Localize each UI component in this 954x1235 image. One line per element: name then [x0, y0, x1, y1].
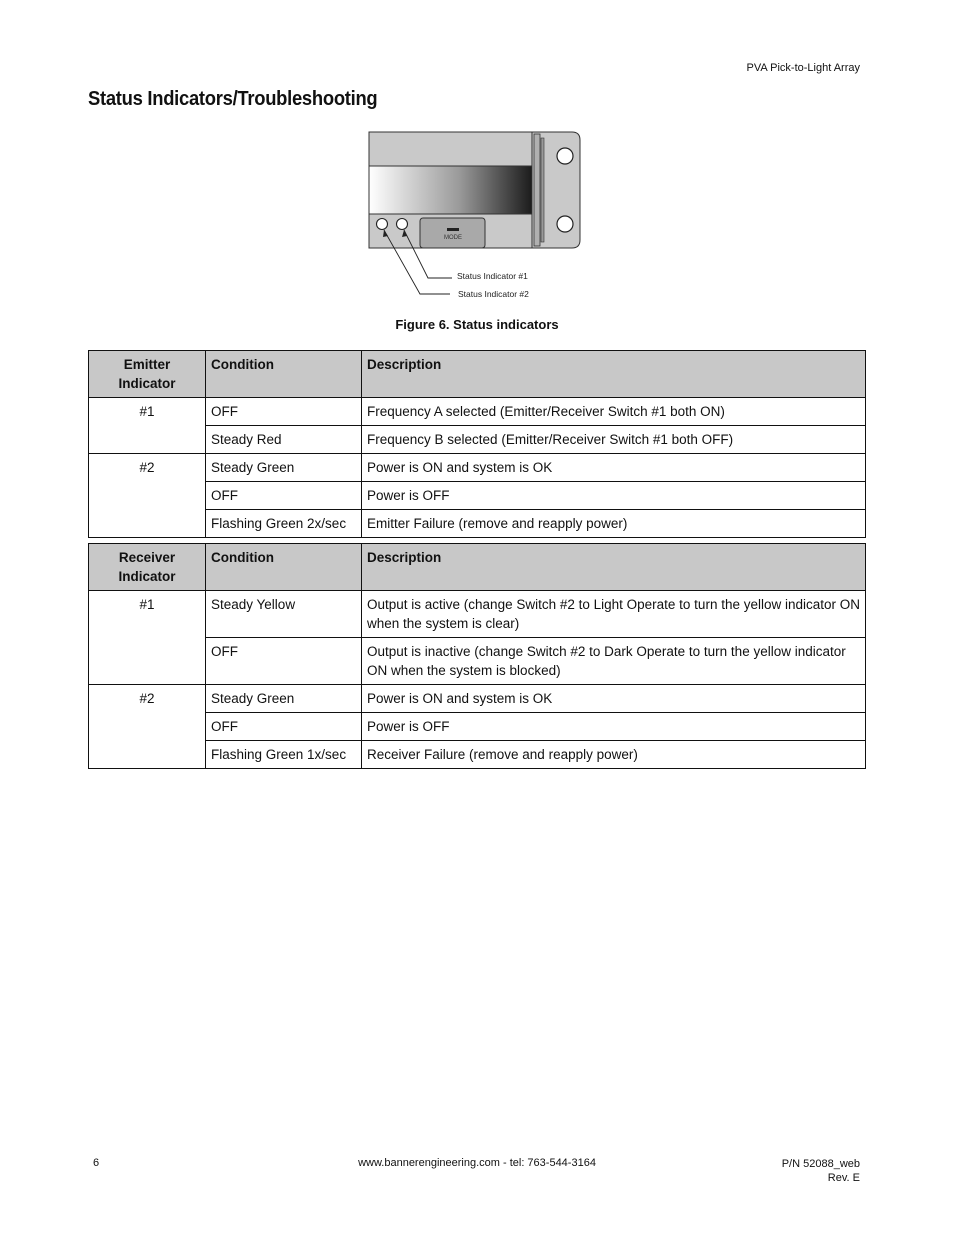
- indicator-cell: #2: [89, 685, 206, 769]
- figure-caption: Figure 6. Status indicators: [395, 317, 559, 332]
- table-row: [89, 685, 866, 713]
- mounting-hole-icon: [557, 148, 573, 164]
- column-header-indicator: Emitter Indicator: [89, 351, 206, 398]
- column-header-description: Description: [362, 544, 866, 591]
- description-cell: Power is OFF: [362, 713, 866, 741]
- condition-cell: OFF: [206, 638, 362, 685]
- revision: Rev. E: [827, 1172, 860, 1184]
- page-number: 6: [93, 1157, 100, 1169]
- indicator-cell: #1: [89, 591, 206, 685]
- footer-contact: www.bannerengineering.com - tel: 763-544-3164: [358, 1157, 596, 1169]
- table-row: [89, 510, 866, 538]
- condition-cell: Flashing Green 1x/sec: [206, 741, 362, 769]
- table-row: [89, 426, 866, 454]
- description-cell: Frequency B selected (Emitter/Receiver Switch #1 both OFF): [362, 426, 866, 454]
- table-header-row: [89, 351, 866, 398]
- description-cell: Output is active (change Switch #2 to Light Operate to turn the yellow indicator ON when the system is clear): [362, 591, 866, 638]
- table-header-row: [89, 544, 866, 591]
- status-indicator-figure: [360, 128, 600, 308]
- table-row: [89, 482, 866, 510]
- column-header-condition: Condition: [206, 351, 362, 398]
- table-row: [89, 638, 866, 685]
- table-row: [89, 713, 866, 741]
- description-cell: Power is ON and system is OK: [362, 685, 866, 713]
- description-cell: Output is inactive (change Switch #2 to Dark Operate to turn the yellow indicator ON when the system is blocked): [362, 638, 866, 685]
- lens-window: [369, 166, 533, 214]
- condition-cell: OFF: [206, 482, 362, 510]
- mounting-hole-icon: [557, 216, 573, 232]
- indicator-cell: #1: [89, 398, 206, 454]
- mode-button: [420, 218, 485, 248]
- column-header-description: Description: [362, 351, 866, 398]
- section-title: Status Indicators/Troubleshooting: [88, 88, 378, 110]
- sensor-illustration: [360, 128, 600, 308]
- condition-cell: Steady Red: [206, 426, 362, 454]
- emitter-indicator-table: [88, 350, 866, 538]
- table-row: [89, 591, 866, 638]
- condition-cell: Steady Green: [206, 454, 362, 482]
- condition-cell: Steady Green: [206, 685, 362, 713]
- receiver-indicator-table: [88, 543, 866, 769]
- condition-cell: Steady Yellow: [206, 591, 362, 638]
- description-cell: Emitter Failure (remove and reapply power): [362, 510, 866, 538]
- column-header-condition: Condition: [206, 544, 362, 591]
- footer-part-info: [782, 1157, 860, 1185]
- description-cell: Frequency A selected (Emitter/Receiver Switch #1 both ON): [362, 398, 866, 426]
- mode-label: MODE: [444, 235, 462, 241]
- condition-cell: OFF: [206, 398, 362, 426]
- table-row: [89, 454, 866, 482]
- column-header-indicator: Receiver Indicator: [89, 544, 206, 591]
- status-indicator-2-icon: [397, 219, 408, 230]
- description-cell: Power is OFF: [362, 482, 866, 510]
- table-row: [89, 398, 866, 426]
- indicator-cell: #2: [89, 454, 206, 538]
- document-title: PVA Pick-to-Light Array: [746, 62, 860, 74]
- part-number: P/N 52088_web: [781, 1158, 860, 1170]
- table-row: [89, 741, 866, 769]
- condition-cell: OFF: [206, 713, 362, 741]
- callout-status-indicator-1: Status Indicator #1: [457, 271, 528, 281]
- description-cell: Receiver Failure (remove and reapply power): [362, 741, 866, 769]
- description-cell: Power is ON and system is OK: [362, 454, 866, 482]
- condition-cell: Flashing Green 2x/sec: [206, 510, 362, 538]
- callout-status-indicator-2: Status Indicator #2: [458, 289, 529, 299]
- status-indicator-1-icon: [377, 219, 388, 230]
